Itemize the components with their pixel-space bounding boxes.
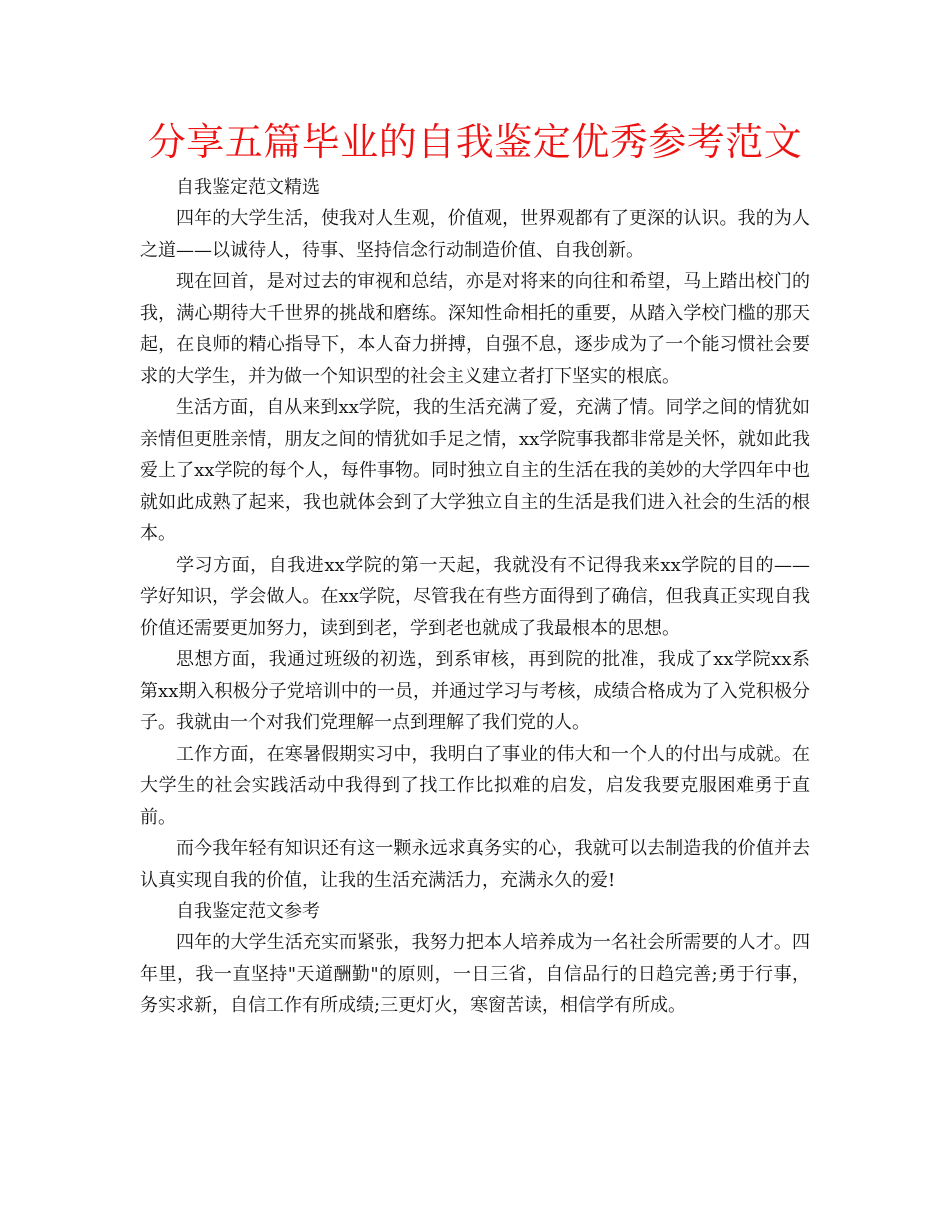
paragraph: 四年的大学生活，使我对人生观，价值观，世界观都有了更深的认识。我的为人之道——以诚待人，待事、坚持信念行动制造价值、自我创新。 bbox=[140, 208, 810, 261]
document-title: 分享五篇毕业的自我鉴定优秀参考范文 bbox=[147, 120, 803, 164]
paragraph: 学习方面，自我进xx学院的第一天起，我就没有不记得我来xx学院的目的——学好知识，学会做人。在xx学院，尽管我在有些方面得到了确信，但我真正实现自我价值还需要更加努力，读到到老，学到老也就成了我最根本的思想。 bbox=[140, 554, 810, 639]
paragraph: 思想方面，我通过班级的初选，到系审核，再到院的批准，我成了xx学院xx系第xx期入积极分子党培训中的一员，并通过学习与考核，成绩合格成为了入党积极分子。我就由一个对我们党理解一点到理解了我们党的人。 bbox=[140, 649, 810, 733]
paragraph: 生活方面，自从来到xx学院，我的生活充满了爱，充满了情。同学之间的情犹如亲情但更胜亲情，朋友之间的情犹如手足之情，xx学院事我都非常是关怀，就如此我爱上了xx学院的每个人，每件事物。同时独立自主的生活在我的美妙的大学四年中也就如此成熟了起来，我也就体会到了大学独立自主的生活是我们进入社会的生活的根本。 bbox=[140, 397, 810, 544]
paragraph: 四年的大学生活充实而紧张，我努力把本人培养成为一名社会所需要的人才。四年里，我一直坚持"天道酬勤"的原则，一日三省，自信品行的日趋完善;勇于行事，务实求新，自信工作有所成绩;三更灯火，寒窗苦读，相信学有所成。 bbox=[140, 932, 810, 1016]
paragraph: 而今我年轻有知识还有这一颗永远求真务实的心，我就可以去制造我的价值并去认真实现自我的价值，让我的生活充满活力，充满永久的爱! bbox=[140, 838, 810, 891]
paragraph: 工作方面，在寒暑假期实习中，我明白了事业的伟大和一个人的付出与成就。在大学生的社会实践活动中我得到了找工作比拟难的启发，启发我要克服困难勇于直前。 bbox=[140, 743, 810, 828]
section-label: 自我鉴定范文精选 bbox=[176, 177, 320, 198]
section-1 bbox=[140, 172, 810, 896]
paragraph: 现在回首，是对过去的审视和总结，亦是对将来的向往和希望，马上踏出校门的我，满心期待大千世界的挑战和磨练。深知性命相托的重要，从踏入学校门槛的那天起，在良师的精心指导下，本人奋力拼搏，自强不息，逐步成为了一个能习惯社会要求的大学生，并为做一个知识型的社会主义建立者打下坚实的根底。 bbox=[140, 271, 810, 387]
section-2 bbox=[140, 896, 810, 1022]
section-label: 自我鉴定范文参考 bbox=[176, 901, 320, 922]
